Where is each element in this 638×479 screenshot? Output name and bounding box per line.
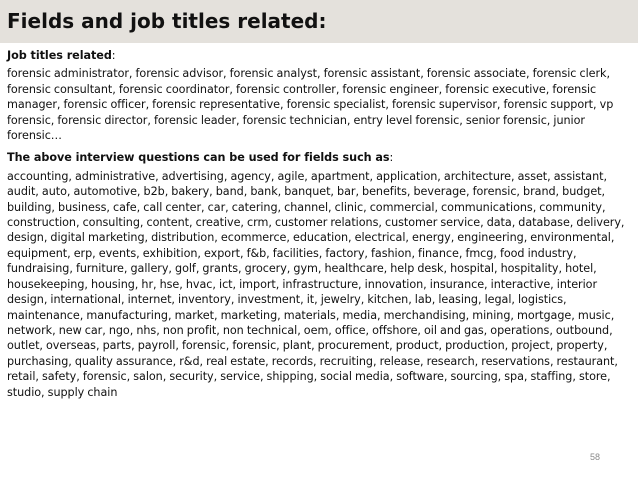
fields-heading-label: The above interview questions can be used for fields such as — [7, 151, 390, 165]
title-bar — [0, 0, 638, 43]
slide-content — [7, 48, 631, 400]
fields-list: accounting, administrative, advertising, agency, agile, apartment, application, architecture, asset, assistant, audit, auto, automotive, b2b, bakery, band, bank, banquet, bar, benefits, beverage, forensic, brand, budget, building, business, cafe, call center, car, catering, channel, clinic, commercial, communications, community, construction, consulting, content, creative, crm, customer relations, customer service, data, database, delivery, design, digital marketing, distribution, ecommerce, education, electrical, energy, engineering, environmental, equipment, erp, events, exhibition, export, f&b, facilities, factory, fashion, finance, fmcg, food industry, fundraising, furniture, gallery, golf, grants, grocery, gym, healthcare, help desk, hospital, hospitality, hotel, housekeeping, housing, hr, hse, hvac, ict, import, infrastructure, innovation, insurance, interactive, interior design, international, internet, inventory, investment, it, jewelry, kitchen, lab, leasing, legal, logistics, maintenance, manufacturing, market, marketing, materials, media, merchandising, mining, mortgage, music, network, new car, ngo, nhs, non profit, non technical, oem, office, offshore, oil and gas, operations, outbound, outlet, overseas, parts, payroll, forensic, forensic, plant, procurement, product, production, project, property, purchasing, quality assurance, r&d, real estate, records, recruiting, release, research, reservations, restaurant, retail, safety, forensic, salon, security, service, shipping, social media, software, sourcing, spa, staffing, store, studio, supply chain — [7, 169, 625, 399]
job-titles-heading-label: Job titles related — [7, 49, 112, 62]
fields-heading — [7, 150, 631, 165]
fields-section — [7, 150, 631, 400]
job-titles-section — [7, 48, 631, 143]
job-titles-heading-colon: : — [111, 49, 116, 62]
fields-heading-colon: : — [389, 151, 394, 165]
job-titles-list: forensic administrator, forensic advisor, forensic analyst, forensic assistant, forensic associate, forensic clerk, forensic consultant, forensic coordinator, forensic controller, forensic engineer, forensic executive, forensic manager, forensic officer, forensic representative, forensic specialist, forensic supervisor, forensic support, vp forensic, forensic director, forensic leader, forensic technician, entry level forensic, senior forensic, junior forensic… — [7, 67, 614, 143]
page-number: 58 — [589, 452, 600, 462]
job-titles-heading — [7, 48, 631, 63]
page-title: Fields and job titles related: — [7, 9, 327, 33]
